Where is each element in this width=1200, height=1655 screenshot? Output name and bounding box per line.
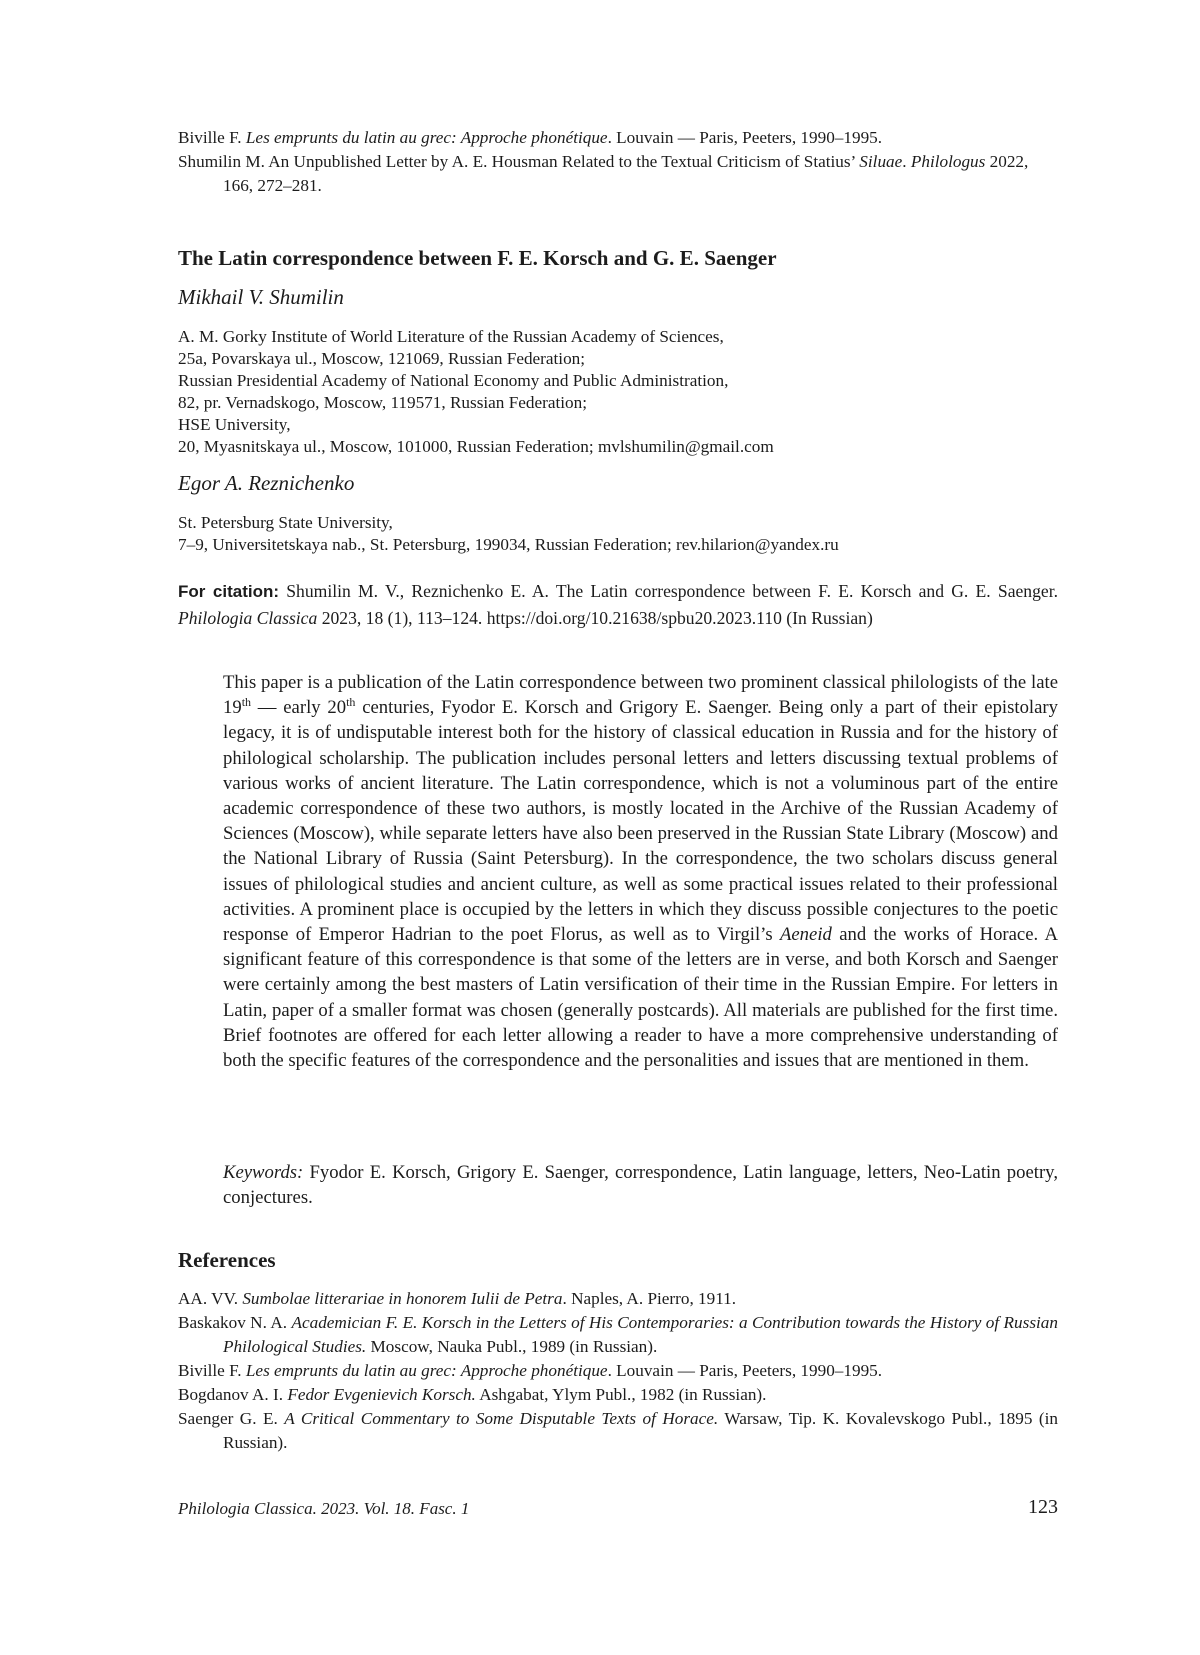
- page-number: 123: [1028, 1496, 1058, 1518]
- previous-references-list: [178, 126, 1058, 198]
- reference-item: Bogdanov A. I. Fedor Evgenievich Korsch. Ashgabat, Ylym Publ., 1982 (in Russian).: [178, 1385, 767, 1404]
- references-list: [178, 1287, 1058, 1455]
- keywords-label: Keywords:: [223, 1162, 304, 1183]
- author-affiliation: [178, 326, 1058, 458]
- keywords: Keywords: Fyodor E. Korsch, Grigory E. Saenger, correspondence, Latin language, letters, Neo-Latin poetry, conjectures.: [223, 1162, 1058, 1208]
- references-heading: References: [178, 1248, 276, 1272]
- reference-item: AA. VV. Sumbolae litterariae in honorem Iulii de Petra. Naples, A. Pierro, 1911.: [178, 1289, 737, 1308]
- affiliation-line: 20, Myasnitskaya ul., Moscow, 101000, Russian Federation; mvlshumilin@gmail.com: [178, 437, 774, 456]
- affiliation-line: Russian Presidential Academy of National Economy and Public Administration,: [178, 371, 729, 390]
- article-title: The Latin correspondence between F. E. Korsch and G. E. Saenger: [178, 246, 777, 270]
- abstract: This paper is a publication of the Latin correspondence between two prominent classical philologists of the late 19th — early 20th centuries, Fyodor E. Korsch and Grigory E. Saenger. Being only a part of their epistolary legacy, it is of undisputable interest both for the history of classical education in Russia and for the history of philological scholarship. The publication includes personal letters and letters discussing textual problems of various works of ancient literature. The Latin correspondence, which is not a voluminous part of the entire academic correspondence of these two authors, is mostly located in the Archive of the Russian Academy of Sciences (Moscow), while separate letters have also been preserved in the Russian State Library (Moscow) and the National Library of Russia (Saint Petersburg). In the correspondence, the two scholars discuss general issues of philological studies and ancient culture, as well as some practical issues related to their professional activities. A prominent place is occupied by the letters in which they discuss possible conjectures to the poetic response of Emperor Hadrian to the poet Florus, as well as to Virgil’s Aeneid and the works of Horace. A significant feature of this correspondence is that some of the letters are in verse, and both Korsch and Saenger were certainly among the best masters of Latin versification of their time in the Russian Empire. For letters in Latin, paper of a smaller format was chosen (generally postcards). All materials are published for the first time. Brief footnotes are offered for each letter allowing a reader to have a more comprehensive understanding of both the specific features of the correspondence and the personalities and issues that are mentioned in them.: [223, 672, 1058, 1072]
- affiliation-line: 25a, Povarskaya ul., Moscow, 121069, Russian Federation;: [178, 349, 586, 368]
- author-name: Mikhail V. Shumilin: [178, 285, 344, 309]
- citation-block: For citation: Shumilin M. V., Reznichenko E. A. The Latin correspondence between F. E. Korsch and G. E. Saenger. Philologia Classica 2023, 18 (1), 113–124. https://doi.org/10.21638/spbu20.2023.110 (In Russian): [178, 581, 1059, 628]
- reference-item: Baskakov N. A. Academician F. E. Korsch in the Letters of His Contemporaries: a Contribution towards the History of Russian Philological Studies. Moscow, Nauka Publ., 1989 (in Russian).: [178, 1313, 1058, 1356]
- citation-label: For citation:: [178, 582, 280, 601]
- reference-item: Biville F. Les emprunts du latin au grec: Approche phonétique. Louvain — Paris, Peeters, 1990–1995.: [178, 1361, 883, 1380]
- reference-item: Shumilin M. An Unpublished Letter by A. E. Housman Related to the Textual Criticism of Statius’ Siluae. Philologus 2022, 166, 272–281.: [178, 152, 1029, 195]
- journal-info: Philologia Classica. 2023. Vol. 18. Fasc. 1: [178, 1499, 470, 1518]
- author-affiliation: [178, 512, 1058, 556]
- author-name: Egor A. Reznichenko: [178, 471, 355, 495]
- affiliation-line: HSE University,: [178, 415, 291, 434]
- affiliation-line: 7–9, Universitetskaya nab., St. Petersburg, 199034, Russian Federation; rev.hilarion@yandex.ru: [178, 535, 839, 554]
- reference-item: Biville F. Les emprunts du latin au grec: Approche phonétique. Louvain — Paris, Peeters, 1990–1995.: [178, 128, 883, 147]
- affiliation-line: A. M. Gorky Institute of World Literature of the Russian Academy of Sciences,: [178, 327, 724, 346]
- reference-item: Saenger G. E. A Critical Commentary to Some Disputable Texts of Horace. Warsaw, Tip. K. Kovalevskogo Publ., 1895 (in Russian).: [178, 1409, 1058, 1452]
- affiliation-line: St. Petersburg State University,: [178, 513, 393, 532]
- affiliation-line: 82, pr. Vernadskogo, Moscow, 119571, Russian Federation;: [178, 393, 587, 412]
